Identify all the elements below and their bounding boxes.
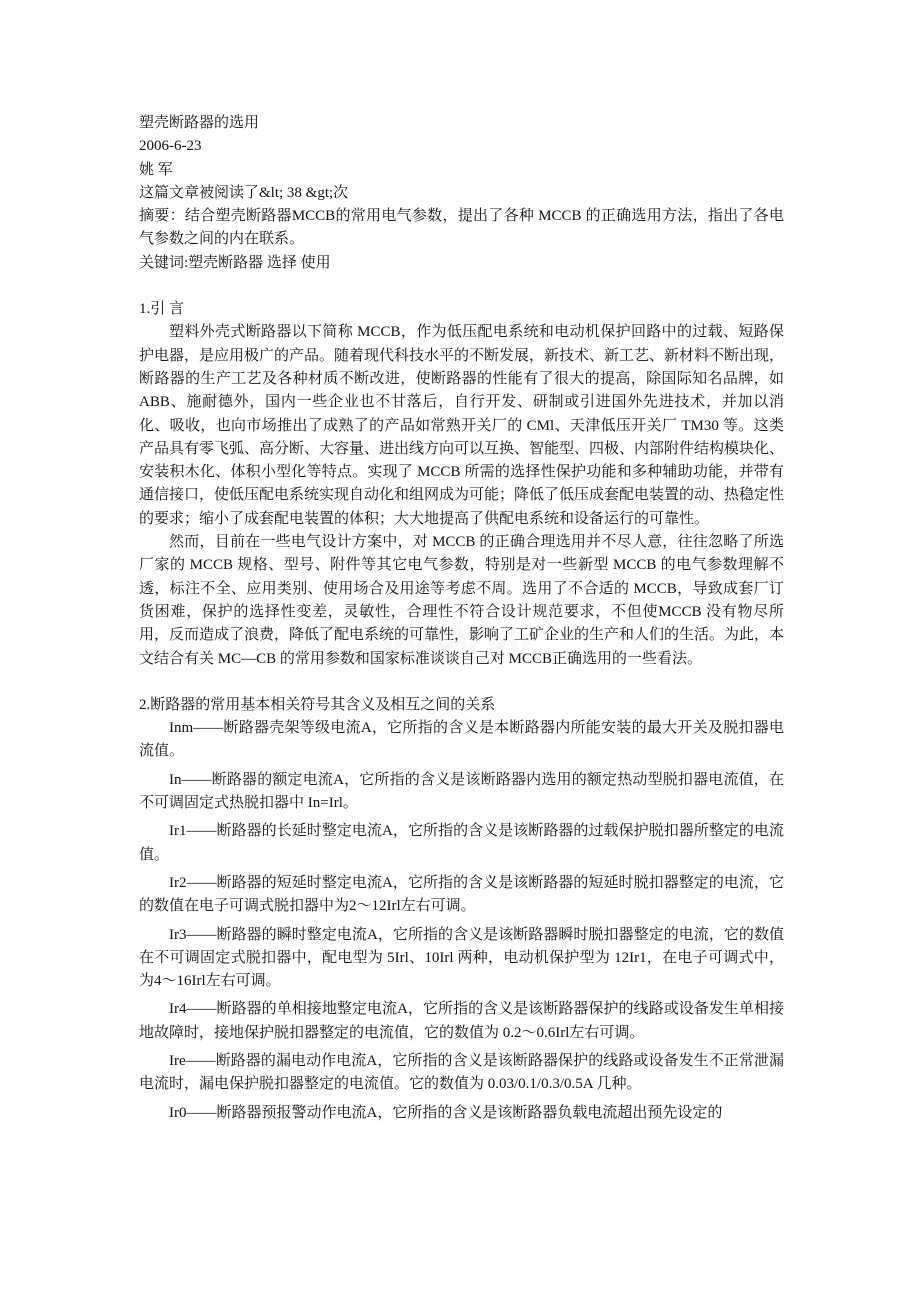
section-1-paragraph: 然而，目前在一些电气设计方案中，对 MCCB 的正确合理选用并不尽人意，往往忽略了所选厂家的 MCCB 规格、型号、附件等其它电气参数，特别是对一些新型 MCCB 的电气参数理解不透，标注不全、应用类别、使用场合及用途等考虑不周。选用了不合适的 MCCB，导致成套厂订货困难，保护的选择性变差，灵敏性，合理性不符合设计规范要求，不但使MCCB 没有物尽所用，反而造成了浪费，降低了配电系统的可靠性，影响了工矿企业的生产和人们的生活。为此，本文结合有关 MC—CB 的常用参数和国家标准谈谈自己对 MCCB正确选用的一些看法。 [139,534,785,667]
article-date: 2006-6-23 [139,138,202,155]
section-2-heading: 2.断路器的常用基本相关符号其含义及相互之间的关系 [139,696,496,713]
section-1-paragraph: 塑料外壳式断路器以下简称 MCCB，作为低压配电系统和电动机保护回路中的过载、短路保护电器，是应用极广的产品。随着现代科技水平的不断发展，新技术、新工艺、新材料不断出现，断路器的生产工艺及各种材质不断改进，使断路器的性能有了很大的提高，除国际知名品牌，如 ABB、施耐德外，国内一些企业也不甘落后，自行开发、研制或引进国外先进技术，并加以消化、吸收，也向市场推出了成熟了的产品如常熟开关厂的 CMl、天津低压开关厂 TM30 等。这类产品具有零飞弧、高分断、大容量、进出线方向可以互换、智能型、四极、内部附件结构模块化、安装积木化、体积小型化等特点。实现了 MCCB 所需的选择性保护功能和多种辅助功能，并带有通信接口，使低压配电系统实现自动化和组网成为可能；降低了低压成套配电装置的动、热稳定性的要求；缩小了成套配电装置的体积；大大地提高了供配电系统和设备运行的可靠性。 [139,324,785,527]
term-definition-ire: Ire——断路器的漏电动作电流A，它所指的含义是该断路器保护的线路或设备发生不正常泄漏电流时，漏电保护脱扣器整定的电流值。它的数值为 0.03/0.1/0.3/0.5A 几种。 [139,1052,784,1093]
term-definition-ir2: Ir2——断路器的短延时整定电流A，它所指的含义是该断路器的短延时脱扣器整定的电流，它的数值在电子可调式脱扣器中为2～12Irl左右可调。 [139,874,784,915]
abstract: 摘要：结合塑壳断路器MCCB的常用电气参数，提出了各种 MCCB 的正确选用方法，指出了各电气参数之间的内在联系。 [139,208,784,248]
term-definition-ir3: Ir3——断路器的瞬时整定电流A，它所指的含义是该断路器瞬时脱扣器整定的电流，它的数值在不可调固定式脱扣器中，配电型为 5Irl、10Irl 两种，电动机保护型为 12Ir1，在电子可调式中，为4～16Irl左右可调。 [139,926,784,990]
term-definition-inm: Inm——断路器壳架等级电流A，它所指的含义是本断路器内所能安装的最大开关及脱扣器电流值。 [139,720,784,760]
keywords: 关键词:塑壳断路器 选择 使用 [139,254,331,271]
spacer [139,275,784,298]
term-definition-in: In——断路器的额定电流A，它所指的含义是该断路器内选用的额定热动型脱扣器电流值，在不可调固定式热脱扣器中 In=Irl。 [139,771,784,812]
spacer [139,671,784,694]
term-definition-ir0: Ir0——断路器预报警动作电流A，它所指的含义是该断路器负载电流超出预先设定的 [169,1104,723,1121]
article-title: 塑壳断路器的选用 [139,115,260,131]
term-definition-ir1: Ir1——断路器的长延时整定电流A，它所指的含义是该断路器的过载保护脱扣器所整定的电流值。 [139,823,784,863]
watermark: www [380,601,536,673]
document-body [139,112,784,1130]
read-count: 这篇文章被阅读了&lt; 38 &gt;次 [139,184,349,201]
article-author: 姚 军 [139,161,173,178]
term-definition-ir4: Ir4——断路器的单相接地整定电流A，它所指的含义是该断路器保护的线路或设备发生单相接地故障时，接地保护脱扣器整定的电流值，它的数值为 0.2～0.6Irl左右可调。 [139,1001,784,1041]
section-1-heading: 1.引 言 [139,301,185,318]
